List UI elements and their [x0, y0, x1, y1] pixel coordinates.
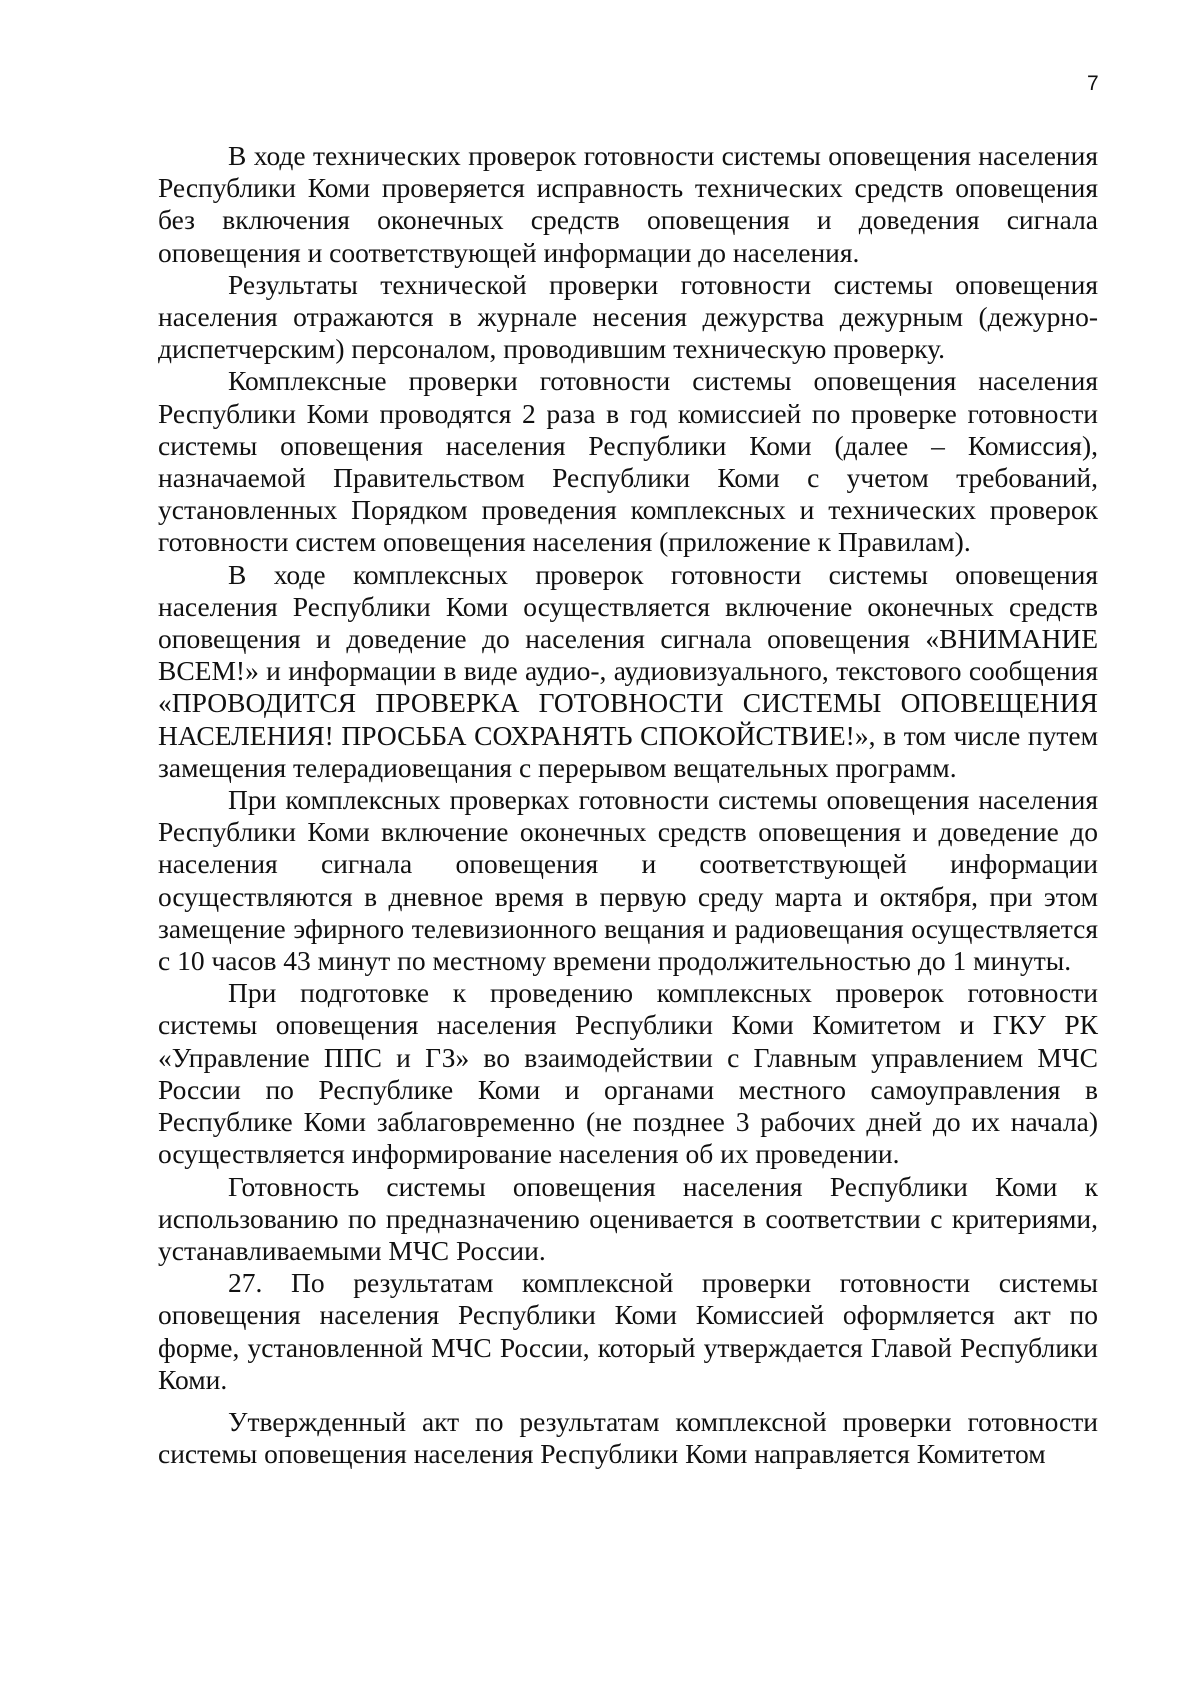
paragraph-complex-checks-process: В ходе комплексных проверок готовности системы оповещения населения Республики Коми осуществляется включение оконечных средств оповещения и доведение до населения сигнала оповещения «ВНИМАНИЕ ВСЕМ!» и информации в виде аудио-, аудиовизуального, текстового сообщения «ПРОВОДИТСЯ ПРОВЕРКА ГОТОВНОСТИ СИСТЕМЫ ОПОВЕЩЕНИЯ НАСЕЛЕНИЯ! ПРОСЬБА СОХРАНЯТЬ СПОКОЙСТВИЕ!», в том числе путем замещения телерадиовещания с перерывом вещательных программ. — [158, 558, 1098, 783]
paragraph-technical-results: Результаты технической проверки готовности системы оповещения населения отражаются в журнале несения дежурства дежурным (дежурно-диспетчерским) персоналом, проводившим техническую проверку. — [158, 268, 1098, 365]
paragraph-technical-checks: В ходе технических проверок готовности системы оповещения населения Республики Коми проверяется исправность технических средств оповещения без включения оконечных средств оповещения и доведения сигнала оповещения и соответствующей информации до населения. — [158, 140, 1098, 268]
page-number: 7 — [1087, 72, 1099, 95]
paragraph-approved-act: Утвержденный акт по результатам комплексной проверки готовности системы оповещения населения Республики Коми направляется Комитетом — [158, 1405, 1098, 1470]
paragraph-complex-checks-schedule: При комплексных проверках готовности системы оповещения населения Республики Коми включение оконечных средств оповещения и доведение до населения сигнала оповещения и соответствующей информации осуществляются в дневное время в первую среду марта и октября, при этом замещение эфирного телевизионного вещания и радиовещания осуществляется с 10 часов 43 минут по местному времени продолжительностью до 1 минуты. — [158, 784, 1098, 977]
paragraph-preparation: При подготовке к проведению комплексных проверок готовности системы оповещения населения Республики Коми Комитетом и ГКУ РК «Управление ППС и ГЗ» во взаимодействии с Главным управлением МЧС России по Республике Коми и органами местного самоуправления в Республике Коми заблаговременно (не позднее 3 рабочих дней до их начала) осуществляется информирование населения об их проведении. — [158, 977, 1098, 1170]
paragraph-item-27: 27. По результатам комплексной проверки готовности системы оповещения населения Республики Коми Комиссией оформляется акт по форме, установленной МЧС России, который утверждается Главой Республики Коми. — [158, 1267, 1098, 1395]
paragraph-complex-checks: Комплексные проверки готовности системы оповещения населения Республики Коми проводятся 2 раза в год комиссией по проверке готовности системы оповещения населения Республики Коми (далее – Комиссия), назначаемой Правительством Республики Коми с учетом требований, установленных Порядком проведения комплексных и технических проверок готовности систем оповещения населения (приложение к Правилам). — [158, 365, 1098, 558]
document-body — [158, 140, 1098, 1470]
paragraph-readiness-criteria: Готовность системы оповещения населения Республики Коми к использованию по предназначению оценивается в соответствии с критериями, устанавливаемыми МЧС России. — [158, 1170, 1098, 1266]
